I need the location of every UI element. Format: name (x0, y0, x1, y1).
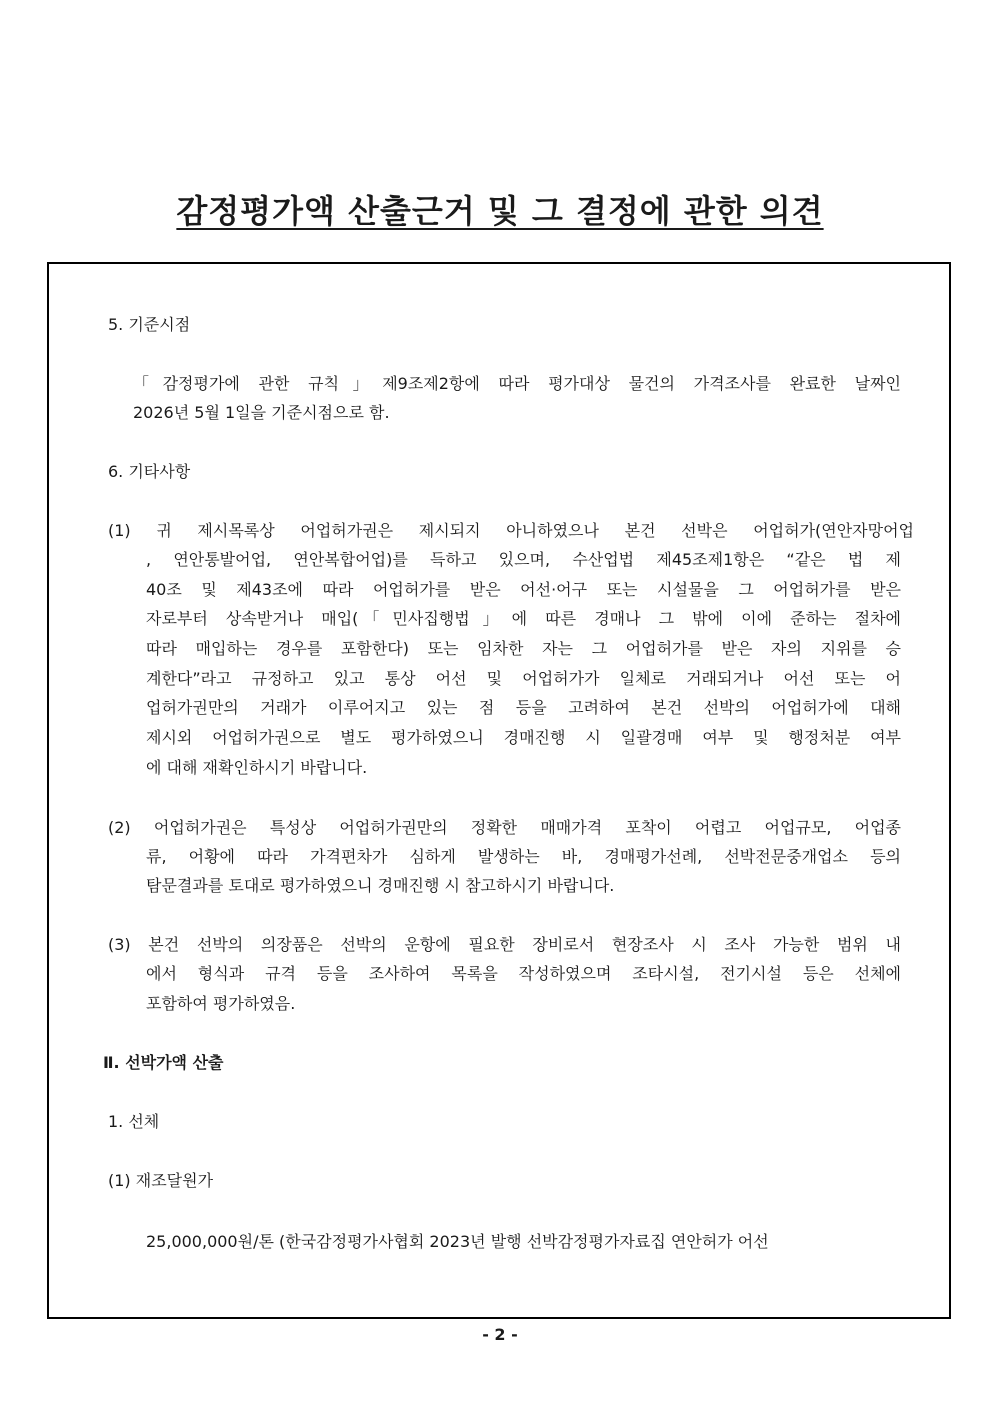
page-title: 감정평가액 산출근거 및 그 결정에 관한 의견 (176, 192, 824, 230)
item-1-line: (1) 귀 제시목록상 어업허가권은 제시되지 아니하였으나 본건 선박은 어업허가(연안자망어업 (108, 521, 914, 540)
page-number: - 2 - (482, 1325, 518, 1344)
item-3-line: 포함하여 평가하였음. (146, 994, 296, 1013)
item-3-line: 에서 형식과 규격 등을 조사하여 목록을 작성하였으며 조타시설, 전기시설 등은 선체에 (146, 964, 901, 983)
section-5-body-line: 2026년 5월 1일을 기준시점으로 함. (133, 403, 390, 422)
section-5-heading: 5. 기준시점 (108, 315, 191, 334)
item-1-line: 에 대해 재확인하시기 바랍니다. (146, 758, 368, 777)
item-1-line: 40조 및 제43조에 따라 어업허가를 받은 어선·어구 또는 시설물을 그 어업허가를 받은 (146, 580, 901, 599)
subsection-1-1-heading: (1) 재조달원가 (108, 1171, 214, 1190)
item-1-line: 계한다”라고 규정하고 있고 통상 어선 및 어업허가가 일체로 거래되거나 어선 또는 어 (146, 669, 901, 688)
item-1-line: , 연안통발어업, 연안복합어업)를 득하고 있으며, 수산업법 제45조제1항은 “같은 법 제 (146, 550, 901, 569)
subsection-1-1-body: 25,000,000원/톤 (한국감정평가사협회 2023년 발행 선박감정평가자료집 연안허가 어선 (146, 1232, 769, 1251)
item-1-line: 따라 매입하는 경우를 포함한다) 또는 임차한 자는 그 어업허가를 받은 자의 지위를 승 (146, 639, 901, 658)
item-1-line: 업허가권만의 거래가 이루어지고 있는 점 등을 고려하여 본건 선박의 어업허가에 대해 (146, 698, 901, 717)
subsection-1-heading: 1. 선체 (108, 1112, 160, 1131)
section-5-body-line: 「감정평가에 관한 규칙」제9조제2항에 따라 평가대상 물건의 가격조사를 완료한 날짜인 (133, 374, 901, 393)
item-2-line: 탐문결과를 토대로 평가하였으니 경매진행 시 참고하시기 바랍니다. (146, 876, 615, 895)
item-1-line: 자로부터 상속받거나 매입(「민사집행법」에 따른 경매나 그 밖에 이에 준하는 절차에 (146, 609, 901, 628)
item-3-line: (3) 본건 선박의 의장품은 선박의 운항에 필요한 장비로서 현장조사 시 조사 가능한 범위 내 (108, 935, 901, 954)
item-2-line: 류, 어황에 따라 가격편차가 심하게 발생하는 바, 경매평가선례, 선박전문중개업소 등의 (146, 847, 901, 866)
item-1-line: 제시외 어업허가권으로 별도 평가하였으니 경매진행 시 일괄경매 여부 및 행정처분 여부 (146, 728, 901, 747)
item-2-line: (2) 어업허가권은 특성상 어업허가권만의 정확한 매매가격 포착이 어렵고 어업규모, 어업종 (108, 818, 901, 837)
part-2-heading: Ⅱ. 선박가액 산출 (103, 1053, 224, 1072)
section-6-heading: 6. 기타사항 (108, 462, 191, 481)
